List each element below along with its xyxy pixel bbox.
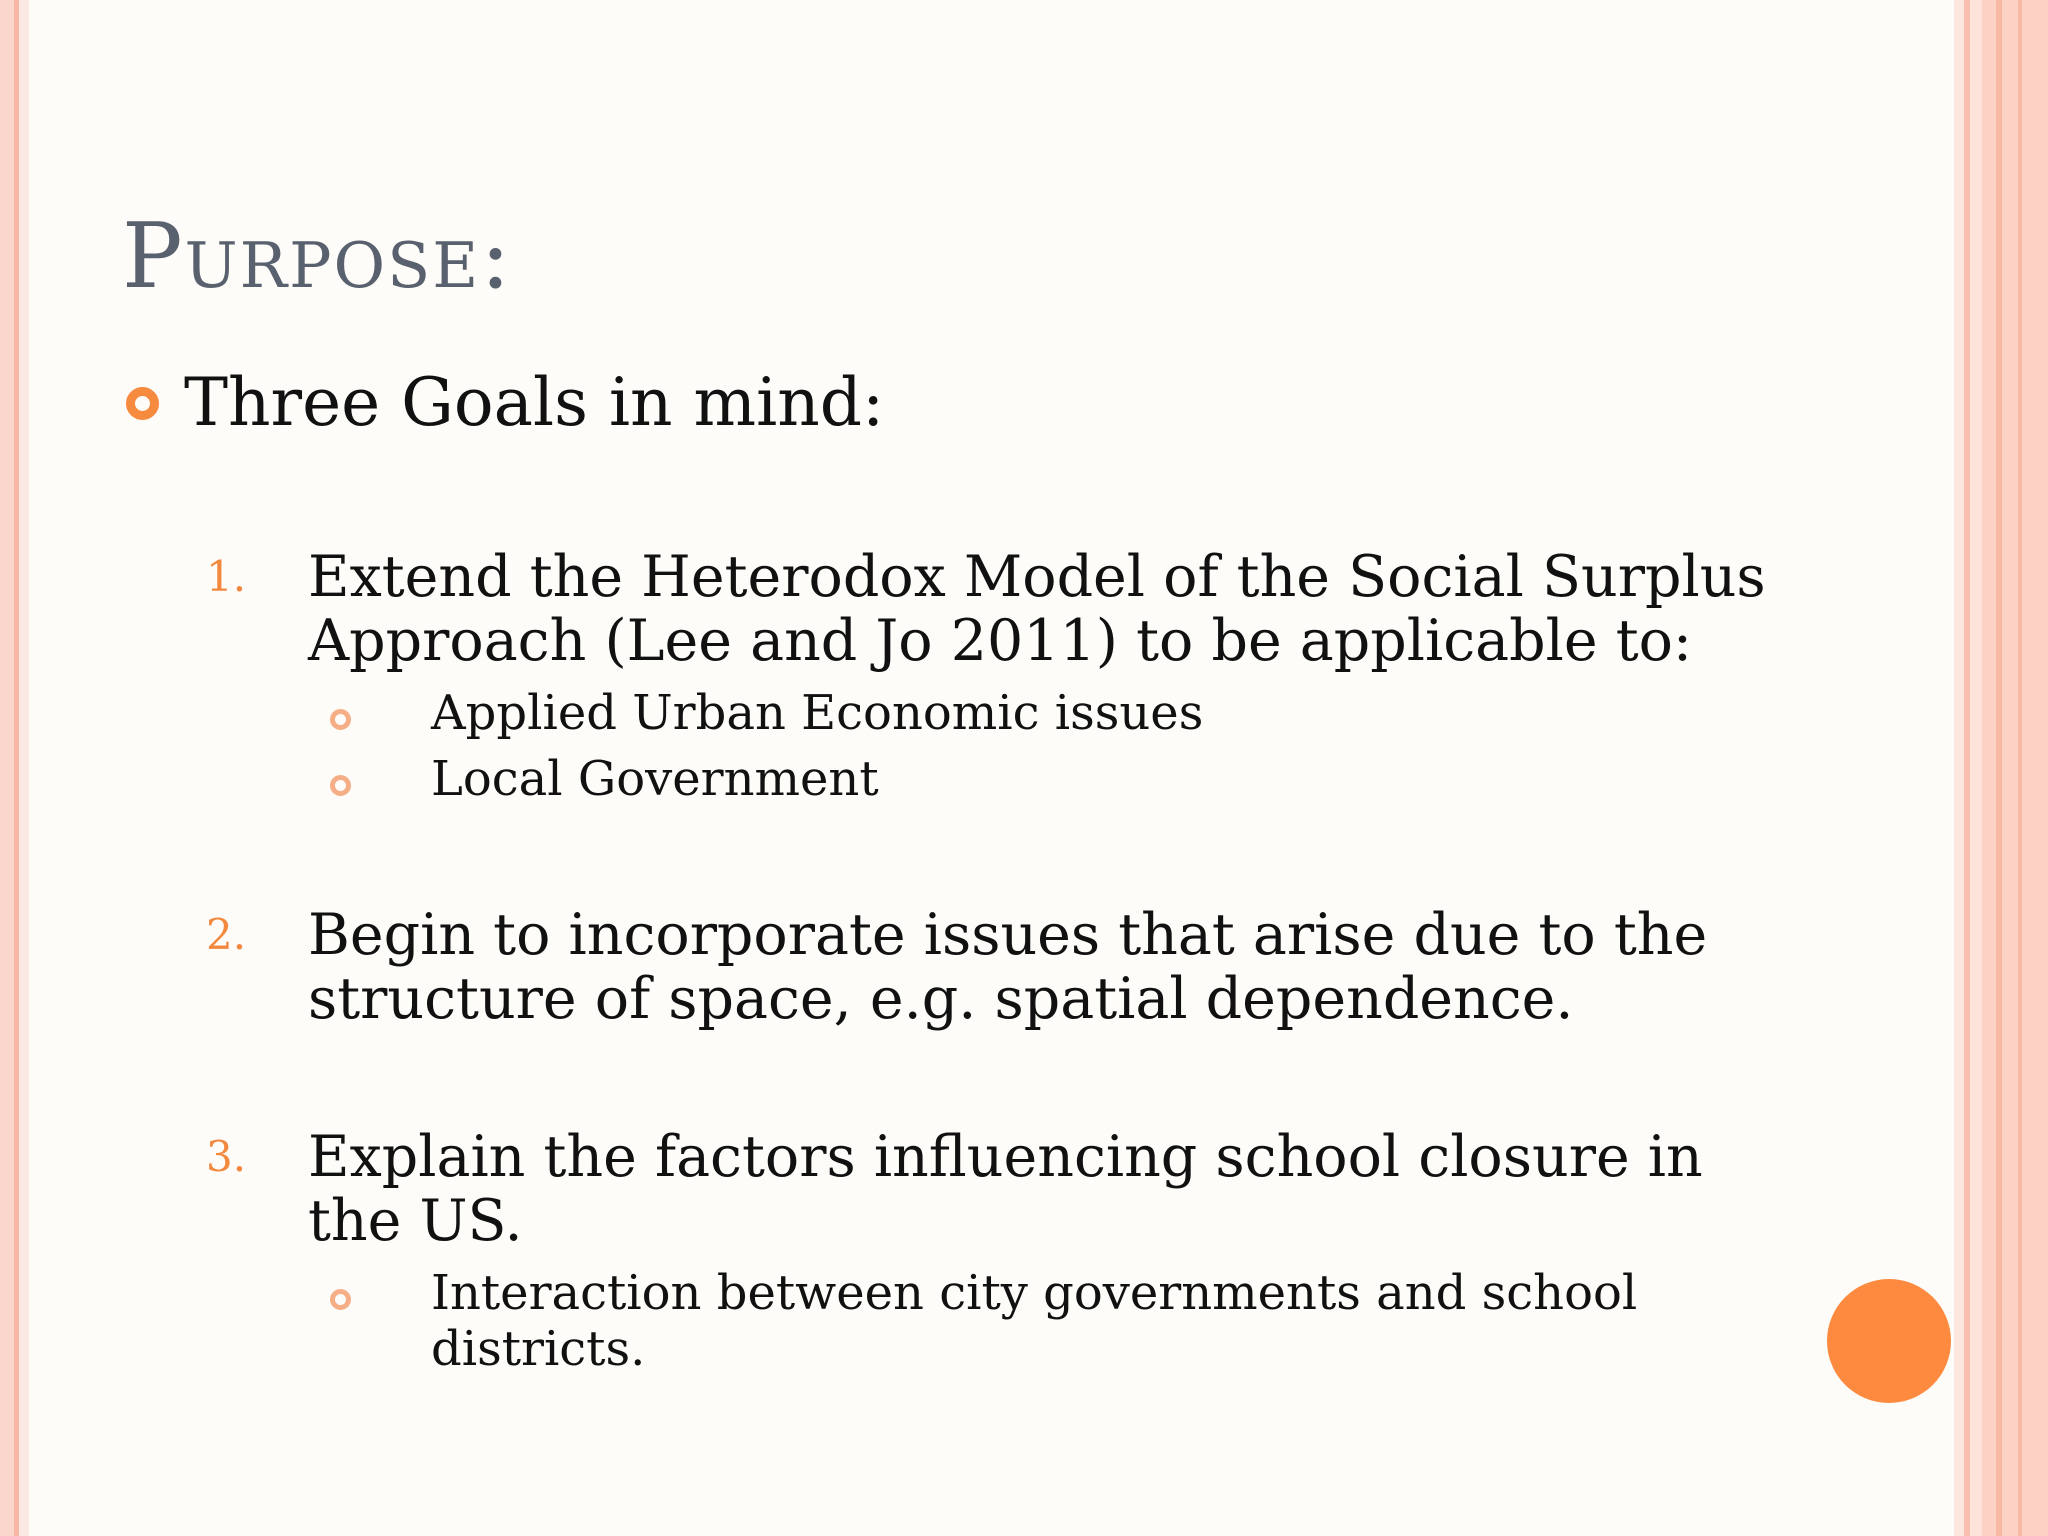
goal-number: 1. (206, 552, 247, 601)
right-frame-gap (1970, 0, 1982, 1536)
sub-list (330, 685, 1750, 817)
main-bullet (126, 363, 884, 443)
sub-item (330, 1265, 1750, 1377)
right-frame-line-2 (1996, 0, 2002, 1536)
sub-item-text: Interaction between city governments and school districts. (431, 1265, 1638, 1377)
goal-text: Begin to incorporate issues that arise due to the structure of space, e.g. spatial dependence. (308, 902, 1708, 1032)
left-frame-stripe (0, 0, 14, 1536)
sub-item (330, 751, 1750, 817)
goal-text: Extend the Heterodox Model of the Social Surplus Approach (Lee and Jo 2011) to be applicable to: (308, 544, 1766, 674)
right-frame-inner (1954, 0, 1964, 1536)
sub-bullet-ring-icon (330, 775, 351, 796)
sub-bullet-ring-icon (330, 1289, 351, 1310)
bullet-ring-icon (126, 387, 159, 420)
sub-item-text: Applied Urban Economic issues (431, 685, 1204, 741)
goal-text: Explain the factors influencing school closure in the US. (308, 1124, 1703, 1254)
slide-title: Purpose: (122, 204, 513, 309)
sub-item-text: Local Government (431, 751, 879, 807)
left-frame-inner (19, 0, 29, 1536)
sub-bullet-ring-icon (330, 709, 351, 730)
goal-number: 3. (206, 1132, 247, 1181)
right-frame-band (1982, 0, 2048, 1536)
main-bullet-text: Three Goals in mind: (184, 364, 885, 441)
sub-list (330, 1265, 1750, 1377)
goal-number: 2. (206, 910, 247, 959)
right-frame-line-3 (2018, 0, 2022, 1536)
sub-item (330, 685, 1750, 751)
decorative-orange-circle (1827, 1279, 1951, 1403)
